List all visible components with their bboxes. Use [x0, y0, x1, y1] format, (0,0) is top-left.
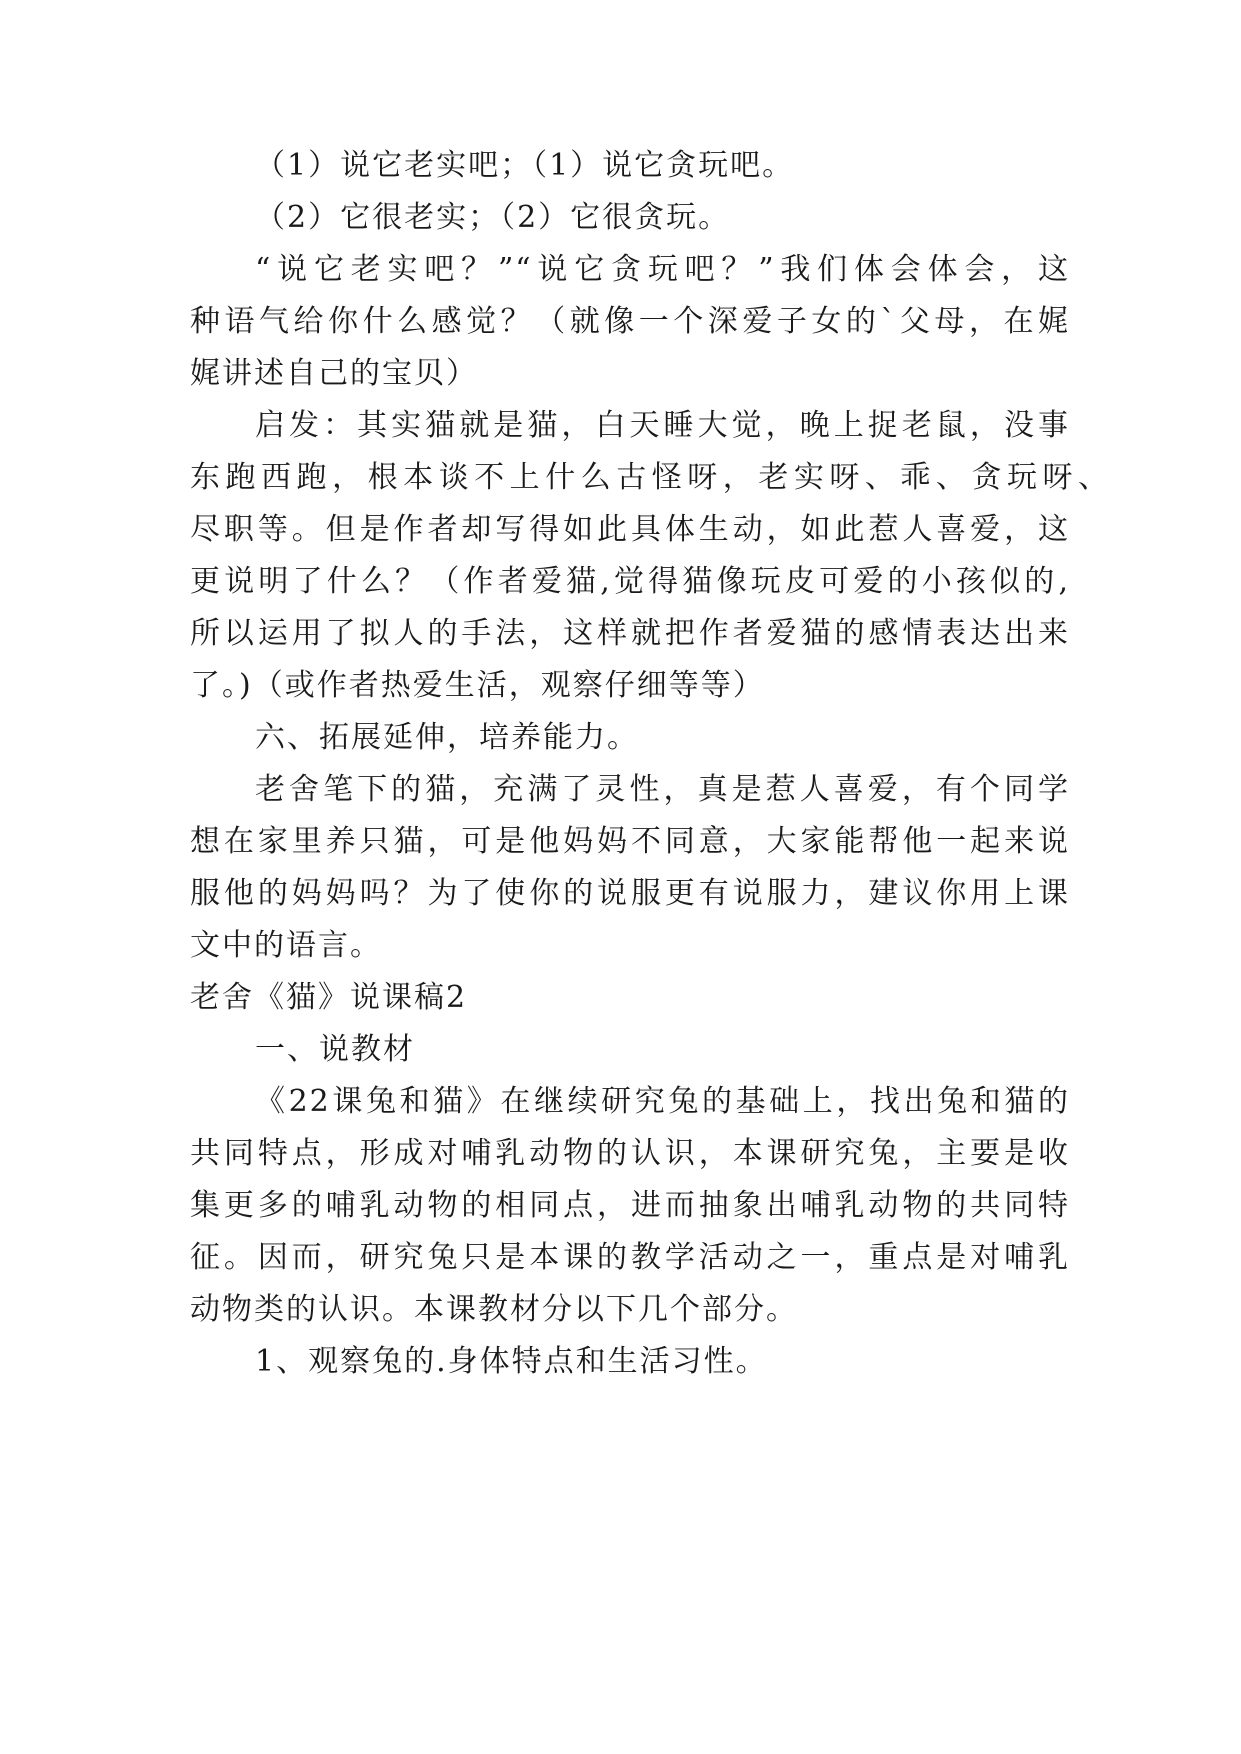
document-title: 老舍《猫》说课稿2: [190, 980, 468, 1015]
text-line: 娓讲述自己的宝贝）: [190, 356, 478, 391]
text-line: （2）它很老实；（2）它很贪玩。: [255, 200, 731, 235]
text-line: “说它老实吧？”“说它贪玩吧？”我们体会体会，这: [255, 252, 1070, 287]
text-line: 集更多的哺乳动物的相同点，进而抽象出哺乳动物的共同特: [190, 1188, 1070, 1223]
text-line: 征。因而，研究兔只是本课的教学活动之一，重点是对哺乳: [190, 1240, 1070, 1275]
text-line: 《22课兔和猫》在继续研究兔的基础上，找出兔和猫的: [255, 1084, 1070, 1119]
text-line: 了。)（或作者热爱生活，观察仔细等等）: [190, 668, 765, 703]
text-line: 启发：其实猫就是猫，白天睡大觉，晚上捉老鼠，没事: [255, 408, 1070, 443]
text-line: 所以运用了拟人的手法，这样就把作者爱猫的感情表达出来: [190, 616, 1070, 651]
section-heading: 六、拓展延伸，培养能力。: [255, 720, 639, 755]
text-line: 东跑西跑，根本谈不上什么古怪呀，老实呀、乖、贪玩呀、: [190, 460, 1110, 495]
section-heading: 一、说教材: [255, 1032, 415, 1067]
text-line: 老舍笔下的猫，充满了灵性，真是惹人喜爱，有个同学: [255, 772, 1070, 807]
text-line: 服他的妈妈吗？为了使你的说服更有说服力，建议你用上课: [190, 876, 1070, 911]
text-line: 种语气给你什么感觉？（就像一个深爱子女的`父母，在娓: [190, 304, 1070, 339]
text-line: 动物类的认识。本课教材分以下几个部分。: [190, 1292, 798, 1327]
text-line: 更说明了什么？（作者爱猫,觉得猫像玩皮可爱的小孩似的,: [190, 564, 1070, 599]
list-item: 1、观察兔的.身体特点和生活习性。: [255, 1344, 768, 1379]
text-line: （1）说它老实吧；（1）说它贪玩吧。: [255, 148, 795, 183]
text-line: 想在家里养只猫，可是他妈妈不同意，大家能帮他一起来说: [190, 824, 1070, 859]
text-line: 尽职等。但是作者却写得如此具体生动，如此惹人喜爱，这: [190, 512, 1070, 547]
text-line: 文中的语言。: [190, 928, 382, 963]
text-line: 共同特点，形成对哺乳动物的认识，本课研究兔，主要是收: [190, 1136, 1070, 1171]
